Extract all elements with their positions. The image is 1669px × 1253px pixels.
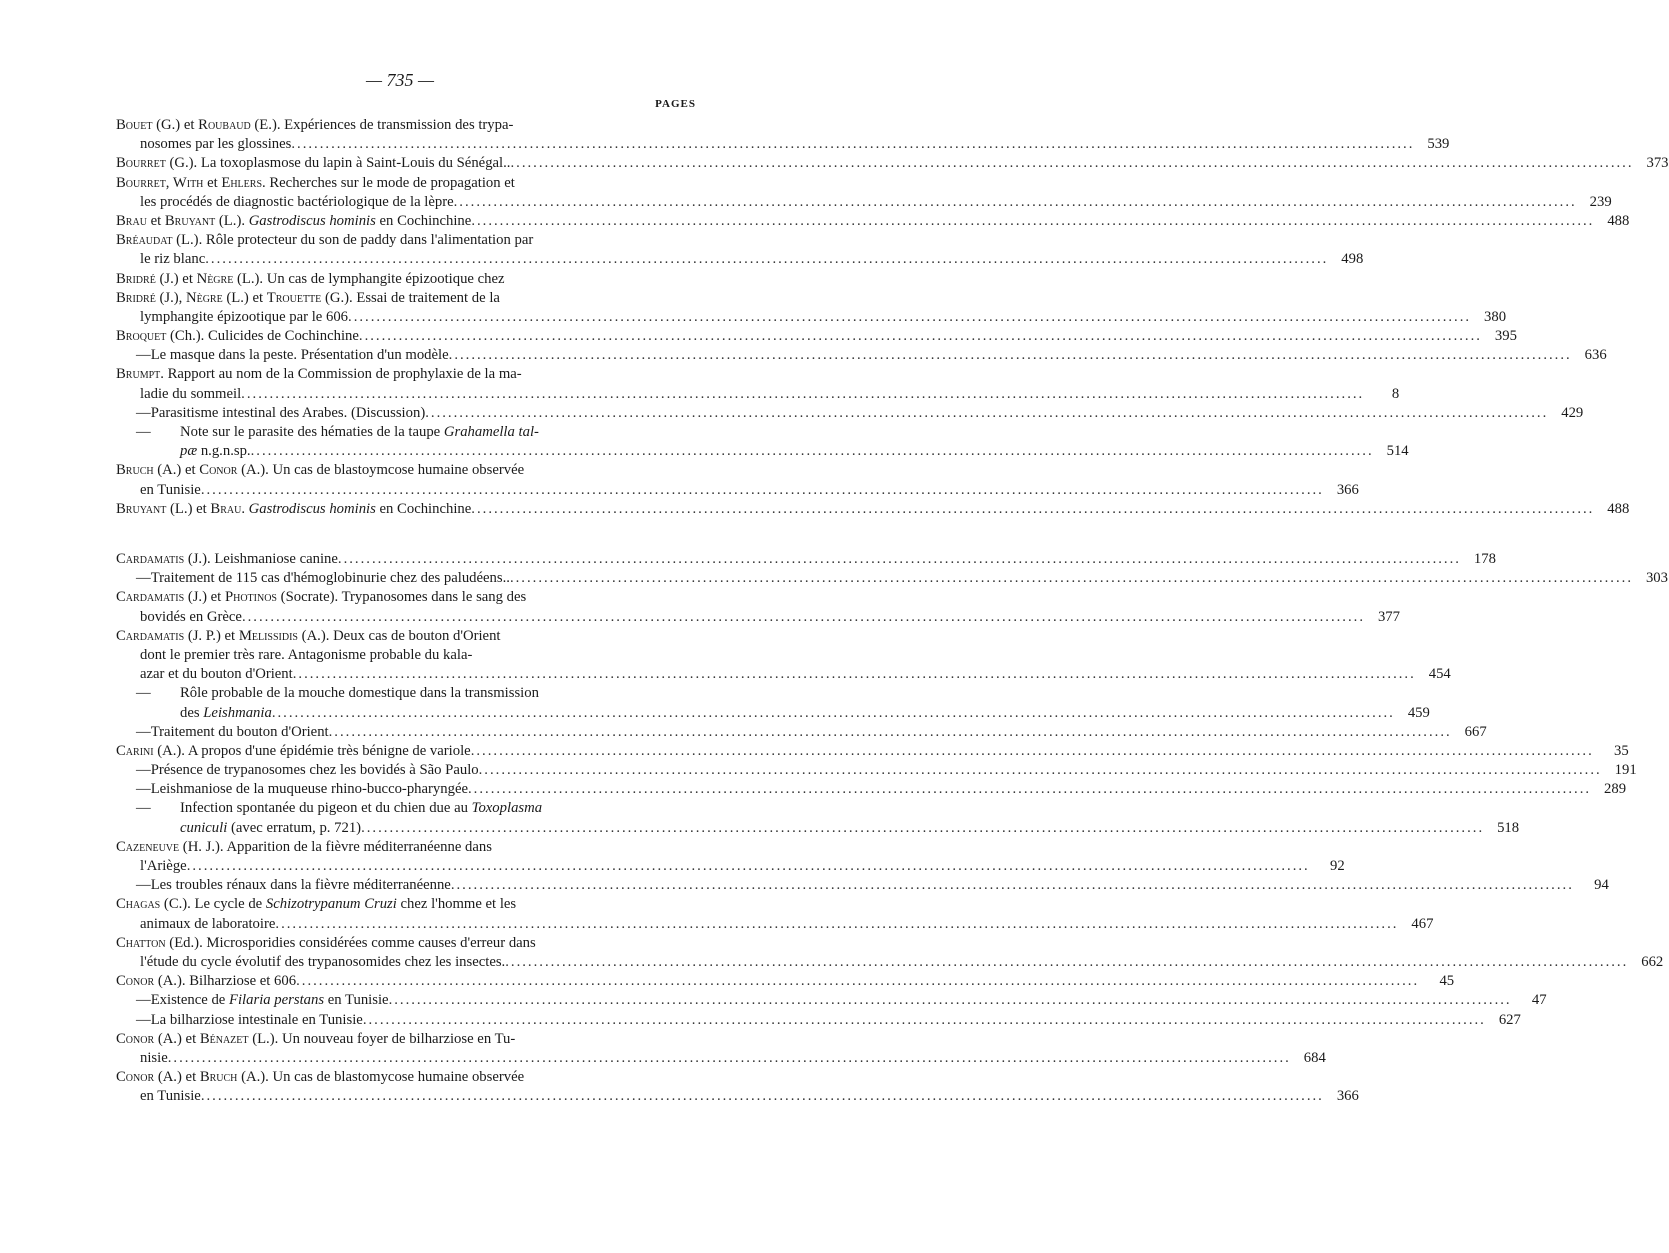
entry-text: Cazeneuve (H. J.). Apparition de la fièvre méditerranéenne dans <box>116 838 492 855</box>
entry-text: Les troubles rénaux dans la fièvre méditerranéenne <box>150 877 451 894</box>
page-reference: 45 <box>1439 973 1455 990</box>
entry-text: Parasitisme intestinal des Arabes. (Discussion) <box>150 404 426 421</box>
page-reference: 514 <box>1386 443 1409 460</box>
entry-text: Bourret (G.). La toxoplasmose du lapin à Saint-Louis du Sénégal.. <box>116 155 511 172</box>
entry-text: nosomes par les glossines <box>140 136 292 153</box>
page-number: — 735 — <box>365 70 434 90</box>
ditto-dash: — <box>136 424 151 440</box>
entry-text: Note sur le parasite des hématies de la taupe Grahamella tal- <box>180 424 539 440</box>
entry-text: Bourret, With et Ehlers. Recherches sur le mode de propagation et <box>116 174 515 191</box>
index-entry-line <box>116 608 1400 627</box>
leader-dots <box>425 404 1548 423</box>
index-entry <box>116 212 1630 231</box>
leader-dots <box>449 346 1572 365</box>
entry-text: Traitement du bouton d'Orient <box>150 723 329 740</box>
index-entry <box>116 116 1450 154</box>
page-reference: 94 <box>1594 877 1609 894</box>
index-entry <box>116 404 1584 423</box>
index-entry <box>116 346 1607 365</box>
entry-text: Bouet (G.) et Roubaud (E.). Expériences de transmission des trypa- <box>116 117 514 133</box>
page-reference: 178 <box>1473 551 1496 567</box>
entry-text: Brumpt. Rapport au nom de la Commission de prophylaxie de la ma- <box>116 366 522 383</box>
ditto-dash: — <box>136 877 151 894</box>
entry-text: Rôle probable de la mouche domestique dans la transmission <box>180 685 539 702</box>
page-reference: 459 <box>1407 704 1430 721</box>
index-entry-line <box>116 346 1607 365</box>
page-reference: 373 <box>1646 155 1669 172</box>
entry-text: Bréaudat (L.). Rôle protecteur du son de paddy dans l'alimentation par <box>116 232 534 249</box>
entry-text: Bridré (J.) et Nègre (L.). Un cas de lymphangite épizootique chez <box>116 270 505 287</box>
index-entry-line <box>116 1011 1521 1030</box>
page-reference: 35 <box>1614 742 1629 759</box>
index-entry-line <box>116 799 696 818</box>
index-entry-line <box>116 116 696 135</box>
page-reference: 395 <box>1494 328 1517 345</box>
index-entry-line <box>116 1087 1359 1106</box>
entry-text: les procédés de diagnostic bactériologique de la lèpre <box>140 193 454 210</box>
index-entry-line <box>116 193 1612 212</box>
leader-dots <box>479 761 1602 780</box>
index-entry-line <box>116 991 1547 1010</box>
leader-dots <box>363 1011 1486 1030</box>
page-reference: 488 <box>1607 500 1630 517</box>
ditto-dash: — <box>136 781 151 798</box>
leader-dots <box>510 154 1633 173</box>
index-section-b <box>116 116 1669 519</box>
leader-dots <box>510 569 1633 588</box>
page-reference: 518 <box>1497 819 1520 836</box>
index-entry-line <box>116 250 1364 269</box>
entry-text: bovidés en Grèce <box>140 608 242 625</box>
leader-dots <box>471 500 1594 519</box>
index-entry-line <box>116 385 1400 404</box>
entry-text: Conor (A.) et Bruch (A.). Un cas de blastomycose humaine observée <box>116 1069 525 1086</box>
index-entry <box>116 1030 1326 1068</box>
index-entry-line <box>116 588 696 607</box>
entry-text: Le masque dans la peste. Présentation d'un modèle <box>150 347 449 364</box>
index-entry <box>116 761 1637 780</box>
index-entry <box>116 876 1609 895</box>
index-entry-line <box>116 761 1637 780</box>
page-reference: 92 <box>1330 858 1345 874</box>
index-entry-line <box>116 627 696 646</box>
index-entry <box>116 991 1547 1010</box>
leader-dots <box>187 857 1310 876</box>
entry-text: Chatton (Ed.). Microsporidies considérées comme causes d'erreur dans <box>116 934 536 951</box>
index-entry-line <box>116 442 1409 461</box>
entry-text: azar et du bouton d'Orient <box>140 666 293 683</box>
index-entry-line <box>116 857 1345 876</box>
index-entry-line <box>116 500 1630 519</box>
index-entry-line <box>116 308 1507 327</box>
entry-text: Carini (A.). A propos d'une épidémie très bénigne de variole <box>116 742 471 759</box>
index-entry <box>116 588 1400 626</box>
leader-dots <box>468 780 1591 799</box>
entry-text: Infection spontanée du pigeon et du chien due au Toxoplasma <box>180 800 543 817</box>
index-entry-line <box>116 365 696 384</box>
leader-dots <box>329 723 1452 742</box>
index-entry-line <box>116 915 1434 934</box>
index-entry <box>116 1068 1359 1106</box>
leader-dots <box>348 308 1471 327</box>
index-entry <box>116 270 696 289</box>
index-entry <box>116 972 1455 991</box>
index-entry <box>116 461 1359 499</box>
leader-dots <box>389 991 1512 1010</box>
leader-dots <box>296 972 1419 991</box>
leader-dots <box>251 442 1374 461</box>
leader-dots <box>168 1049 1291 1068</box>
leader-dots <box>242 608 1365 627</box>
page-reference: 366 <box>1336 481 1359 498</box>
entry-text: ladie du sommeil <box>140 385 242 402</box>
entry-text: lymphangite épizootique par le 606 <box>140 308 349 325</box>
entry-text: Bruch (A.) et Conor (A.). Un cas de blastoymcose humaine observée <box>116 462 525 479</box>
index-entry <box>116 231 1364 269</box>
leader-dots <box>361 819 1484 838</box>
entry-text: des Leishmania <box>180 704 272 721</box>
leader-dots <box>471 212 1594 231</box>
index-entry <box>116 895 1434 933</box>
leader-dots <box>201 481 1324 500</box>
index-entry-line <box>116 327 1517 346</box>
page-reference: 191 <box>1614 762 1637 779</box>
page-reference: 454 <box>1428 666 1451 683</box>
index-entry-line <box>116 270 696 289</box>
leader-dots <box>241 385 1364 404</box>
entry-text: Cardamatis (J.). Leishmaniose canine <box>116 551 338 567</box>
page-reference: 488 <box>1607 212 1630 229</box>
leader-dots <box>291 135 1414 154</box>
page-reference: 377 <box>1377 608 1400 625</box>
entry-text: La bilharziose intestinale en Tunisie <box>150 1011 363 1028</box>
entry-text: Bruyant (L.) et Brau. Gastrodiscus hominis en Cochinchine <box>116 500 472 517</box>
page-reference: 8 <box>1391 385 1400 402</box>
index-entry <box>116 500 1630 519</box>
entry-text: l'étude du cycle évolutif des trypanosomides chez les insectes. <box>140 953 506 970</box>
entry-text: animaux de laboratoire <box>140 915 276 932</box>
entry-text: Existence de Filaria perstans en Tunisie <box>150 992 389 1009</box>
ditto-dash: — <box>136 404 151 421</box>
ditto-dash: — <box>136 723 151 740</box>
leader-dots <box>451 876 1574 895</box>
index-entry-line <box>116 684 696 703</box>
index-entry-line <box>116 231 696 250</box>
page-reference: 47 <box>1531 992 1547 1009</box>
ditto-dash: — <box>136 570 151 587</box>
index-entry <box>116 799 1520 837</box>
entry-text: Bridré (J.), Nègre (L.) et Trouette (G.). Essai de traitement de la <box>116 289 500 306</box>
entry-text: Conor (A.). Bilharziose et 606 <box>116 973 297 990</box>
index-entry <box>116 780 1627 799</box>
index-entry-line <box>116 646 696 665</box>
index-entry-line <box>116 212 1630 231</box>
index-entry-line <box>116 838 696 857</box>
index-entry-line <box>116 289 696 308</box>
ditto-dash: — <box>136 1011 151 1028</box>
index-entry <box>116 174 1612 212</box>
index-entry <box>116 684 1430 722</box>
leader-dots <box>359 327 1482 346</box>
page-reference: 662 <box>1641 953 1664 970</box>
page-reference: 539 <box>1427 136 1450 153</box>
page-reference: 498 <box>1341 251 1364 268</box>
page-reference: 667 <box>1464 723 1487 740</box>
index-entry-line <box>116 780 1627 799</box>
entry-text: Conor (A.) et Bénazet (L.). Un nouveau foyer de bilharziose en Tu- <box>116 1030 516 1047</box>
index-entry-line <box>116 723 1487 742</box>
index-entry-line <box>116 1049 1326 1068</box>
index-entry-line <box>116 934 696 953</box>
index-entry <box>116 1011 1521 1030</box>
index-entry <box>116 838 1345 876</box>
index-entry-line <box>116 953 1664 972</box>
index-entry <box>116 365 1400 403</box>
index-entry-line <box>116 1030 696 1049</box>
index-entry <box>116 627 1451 685</box>
index-entry-line <box>116 154 1669 173</box>
entry-text: Traitement de 115 cas d'hémoglobinurie chez des paludéens.. <box>150 570 510 587</box>
index-entry-line <box>116 481 1359 500</box>
page-reference: 366 <box>1336 1088 1359 1105</box>
index-entry-line <box>116 174 696 193</box>
index-entry-line <box>116 423 696 442</box>
entry-text: en Tunisie <box>140 1088 201 1105</box>
entry-text: le riz blanc <box>140 251 206 268</box>
entry-text: nisie <box>140 1049 168 1066</box>
leader-dots <box>275 915 1398 934</box>
entry-text: pæ n.g.n.sp. <box>180 443 251 460</box>
entry-text: Cardamatis (J.) et Photinos (Socrate). Trypanosomes dans le sang des <box>116 589 527 606</box>
entry-text: en Tunisie <box>140 481 201 498</box>
index-entry-line <box>116 819 1520 838</box>
ditto-dash: — <box>136 762 151 779</box>
leader-dots <box>454 193 1577 212</box>
index-entry-line <box>116 550 1496 569</box>
index-entry-line <box>116 704 1430 723</box>
index-entry <box>116 154 1669 173</box>
entry-text: Chagas (C.). Le cycle de Schizotrypanum Cruzi chez l'homme et les <box>116 896 517 913</box>
index-entry <box>116 289 1507 327</box>
index-entry-line <box>116 665 1451 684</box>
page-reference: 429 <box>1561 404 1584 421</box>
index-entry-line <box>116 972 1455 991</box>
index-entry-line <box>116 135 1450 154</box>
index-entry-line <box>116 742 1629 761</box>
page-reference: 380 <box>1484 308 1507 325</box>
leader-dots <box>471 742 1594 761</box>
ditto-dash: — <box>136 800 151 817</box>
page-reference: 239 <box>1589 193 1612 210</box>
index-entry-line <box>116 876 1609 895</box>
index-entry-line <box>116 461 696 480</box>
entry-text: Leishmaniose de la muqueuse rhino-bucco-pharyngée <box>150 781 468 798</box>
leader-dots <box>338 550 1461 569</box>
page-reference: 684 <box>1303 1049 1326 1066</box>
entry-text: Présence de trypanosomes chez les bovidés à São Paulo <box>150 762 479 779</box>
leader-dots <box>201 1087 1324 1106</box>
index-entry-line <box>116 404 1584 423</box>
entry-text: l'Ariège <box>140 858 187 874</box>
index-entry <box>116 327 1517 346</box>
index-entry <box>116 569 1668 588</box>
entry-text: Brau et Bruyant (L.). Gastrodiscus hominis en Cochinchine <box>116 212 472 229</box>
index-entry <box>116 934 1664 972</box>
page-reference: 303 <box>1645 570 1668 587</box>
ditto-dash: — <box>136 992 151 1009</box>
index-entry <box>116 550 1496 569</box>
leader-dots <box>205 250 1328 269</box>
index-entry <box>116 723 1487 742</box>
page-reference: 467 <box>1411 915 1434 932</box>
entry-text: dont le premier très rare. Antagonisme probable du kala- <box>140 646 473 663</box>
index-entry <box>116 423 1409 461</box>
ditto-dash: — <box>136 347 151 364</box>
index-entry-line <box>116 895 696 914</box>
ditto-dash: — <box>136 685 151 702</box>
index-entry <box>116 742 1629 761</box>
entry-text: cuniculi (avec erratum, p. 721) <box>180 819 362 836</box>
index-entry-line <box>116 1068 696 1087</box>
entry-text: Cardamatis (J. P.) et Melissidis (A.). Deux cas de bouton d'Orient <box>116 627 501 644</box>
entry-text: Broquet (Ch.). Culicides de Cochinchine <box>116 328 359 345</box>
index-section-c <box>116 550 1668 1106</box>
pages-column-label: PAGES <box>655 98 696 110</box>
leader-dots <box>272 704 1395 723</box>
leader-dots <box>505 953 1628 972</box>
page-reference: 627 <box>1498 1011 1521 1028</box>
page-reference: 289 <box>1604 781 1627 798</box>
page-reference: 636 <box>1584 347 1607 364</box>
leader-dots <box>293 665 1416 684</box>
index-entry-line <box>116 569 1668 588</box>
